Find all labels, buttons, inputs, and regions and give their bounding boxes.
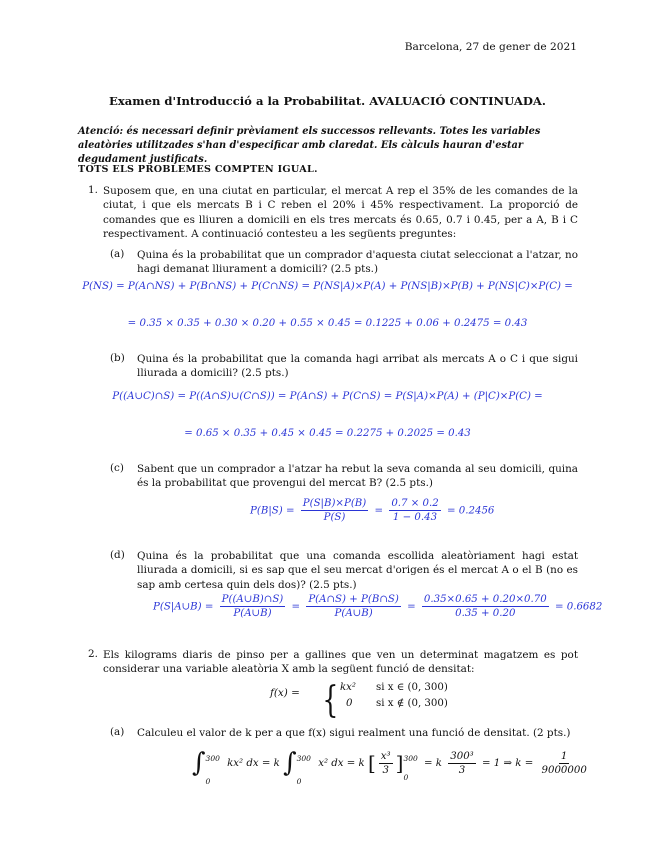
problem-1-part-d — [110, 549, 578, 592]
part-label: (d) — [110, 549, 125, 561]
integral-symbol: ∫ — [283, 748, 297, 778]
part-question: Quina és la probabilitat que una comanda escollida aleatòriament hagi estat lliurada a domicili, si es sap que el seu mercat d'origen és el mercat A o el B (no es sap amb certesa quin dels dos)? (2.5 pts.) — [137, 550, 578, 591]
exam-notice: Atenció: és necessari definir prèviament els successos rellevants. Totes les variables aleatòries utilitzades s'han d'especificar amb claredat. Els càlculs hauran d'estar degudament justificats. — [78, 126, 541, 165]
problem-2-part-a — [110, 726, 578, 740]
problem-1-part-c — [110, 462, 578, 491]
brace-symbol: { — [322, 680, 339, 721]
part-label: (a) — [110, 726, 125, 738]
integral-symbol: ∫ — [192, 748, 206, 778]
exam-date: Barcelona, 27 de gener de 2021 — [404, 41, 577, 53]
part-question: Quina és la probabilitat que la comanda hagi arribat als mercats A o C i que sigui lliurada a domicili? (2.5 pts.) — [137, 353, 578, 380]
fraction-split: $\frac{P(A\cap S) + P(B\cap S)}{P(A\cup B)}$ — [308, 594, 399, 619]
part-question: Calculeu el valor de k per a que f(x) sigui realment una funció de densitat. (2 pts.) — [137, 727, 571, 739]
problem-number: 1. — [88, 184, 98, 196]
fraction-k: $\frac{1}{9000000}$ — [541, 750, 587, 776]
fraction-values: $\frac{0.35\times 0.65 + 0.20\times 0.70}{0.35 + 0.20}$ — [423, 594, 547, 619]
problem-1-part-a — [110, 248, 578, 277]
solution-d-lhs: P(S|A∪B) = — [153, 601, 214, 613]
problem-number: 2. — [88, 648, 98, 660]
solution-b-line-1: P((A∪C)∩S) = P((A∩S)∪(C∩S)) = P(A∩S) + P(C∩S) = P(S|A)×P(A) + (P|C)×P(C) = — [112, 391, 543, 402]
solution-c-result: = 0.2456 — [446, 505, 495, 517]
solution-b-line-2: = 0.65 × 0.35 + 0.45 × 0.45 = 0.2275 + 0.2025 = 0.43 — [184, 428, 471, 439]
integral-upper: 300 — [205, 754, 220, 763]
fraction-values: $\frac{0.7 \times 0.2}{1 - 0.43}$ — [391, 498, 439, 523]
problem-1 — [78, 184, 578, 241]
density-case-1: kx² si x ∈ (0, 300) — [340, 682, 448, 693]
problem-2 — [78, 648, 578, 677]
part-question: Sabent que un comprador a l'atzar ha rebut la seva comanda al seu domicili, quina és la probabilitat que provengui del mercat B? (2.5 pts.) — [137, 463, 578, 490]
solution-d: P(S|A∪B) = $\frac{P((A\cup B)\cap S)}{P(A\cup B)}$ = $\frac{P(A\cap S) + P(B\cap S)}{P(A\cup B)}$ = $\frac{0.35\times 0.65 + 0.20\times 0.70}{0.35 + 0.20}$ = 0.6682 — [153, 594, 603, 619]
solution-a-line-2: = 0.35 × 0.35 + 0.30 × 0.20 + 0.55 × 0.45 = 0.1225 + 0.06 + 0.2475 = 0.43 — [127, 318, 528, 329]
fraction-antiderivative: $\frac{\text{x³}}{3}$ — [380, 750, 391, 776]
fraction-conditional: $\frac{P((A\cup B)\cap S)}{P(A\cup B)}$ — [221, 594, 284, 619]
problem-statement: Els kilograms diaris de pinso per a gallines que ven un determinat magatzem es pot considerar una variable aleatòria X amb la següent funció de densitat: — [103, 649, 578, 676]
fraction-evaluated: $\frac{\text{300³}}{3}$ — [450, 750, 474, 776]
grading-note: TOTS ELS PROBLEMES COMPTEN IGUAL. — [78, 164, 318, 175]
density-case-2: 0 si x ∉ (0, 300) — [346, 698, 448, 709]
solution-c: P(B|S) = $\frac{P(S|B)\times P(B)}{P(S)}$ = $\frac{0.7 \times 0.2}{1 - 0.43}$ = 0.2456 — [250, 498, 495, 523]
part-label: (b) — [110, 352, 125, 364]
solution-c-lhs: P(B|S) = — [250, 505, 295, 517]
density-lhs: f(x) = — [270, 687, 300, 699]
part-label: (c) — [110, 462, 124, 474]
problem-1-part-b — [110, 352, 578, 381]
solution-2a: ∫ 300 0 kx² dx = k ∫ 300 0 x² dx = k [ $\frac{\text{x³}}{3}$ ] 300 0 = k $\frac{\text{300³}}{3}$ = 1 ⇒ k = $\frac{1}{9000000}$ — [192, 748, 587, 786]
integral-lower: 0 — [205, 777, 211, 786]
fraction-bayes: $\frac{P(S|B)\times P(B)}{P(S)}$ — [302, 498, 367, 523]
problem-statement: Suposem que, en una ciutat en particular, el mercat A rep el 35% de les comandes de la ciutat, i que els mercats B i C reben el 20% i 45% respectivament. La proporció de comandes que es lliuren a domicili en els tres mercats és 0.65, 0.7 i 0.45, per a A, B i C respectivament. A continuació contesteu a les següents preguntes: — [103, 185, 578, 240]
solution-d-result: = 0.6682 — [554, 601, 603, 613]
part-label: (a) — [110, 248, 125, 260]
exam-title: Examen d'Introducció a la Probabilitat. AVALUACIÓ CONTINUADA. — [109, 94, 546, 108]
solution-a-line-1: P(NS) = P(A∩NS) + P(B∩NS) + P(C∩NS) = P(NS|A)×P(A) + P(NS|B)×P(B) + P(NS|C)×P(C) = — [82, 281, 573, 292]
part-question: Quina és la probabilitat que un comprador d'aquesta ciutat seleccionat a l'atzar, no hagi demanat lliurament a domicili? (2.5 pts.) — [137, 249, 578, 276]
